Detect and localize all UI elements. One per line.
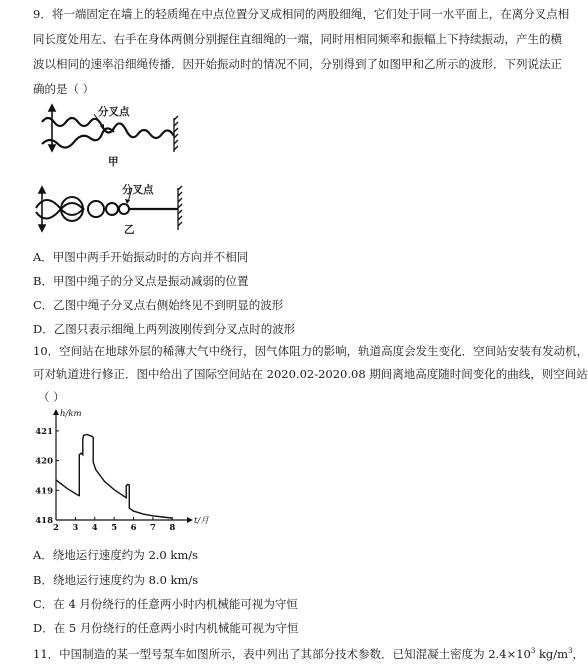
q11-exponent: 3 (530, 647, 536, 656)
q9-line-2: 同长度处用左、右手在身体两侧分别握住直细绳的一端，同时用相同频率和振幅上下持续振动，产生的横 (33, 32, 562, 46)
q9-option-c: C．乙图中绳子分叉点右侧始终见不到明显的波形 (33, 298, 284, 312)
y-tick-label: 419 (35, 486, 53, 497)
hand-arrow-icon (39, 187, 45, 231)
q11-unit: kg/m (535, 647, 569, 661)
q10-option-d: D．在 5 月份绕行的任意两小时内机械能可视为守恒 (33, 621, 299, 635)
fig-yi-caption: 乙 (124, 224, 135, 236)
q10-line-1: 10．空间站在地球外层的稀薄大气中绕行，因气体阻力的影响，轨道高度会发生变化．空间站安装有发动机， (33, 344, 588, 358)
q9-line-4: 确的是（ ） (33, 82, 95, 96)
wall (178, 186, 182, 230)
q11-line-1 (33, 646, 584, 662)
x-tick-label: 3 (72, 523, 79, 533)
fig-yi-point-label: 分叉点 (122, 184, 154, 196)
q9-option-a: A．甲图中两手开始振动时的方向并不相同 (33, 250, 249, 264)
figure-jia (38, 104, 178, 172)
y-tick-label: 418 (35, 516, 53, 526)
x-tick-label: 5 (111, 523, 118, 533)
y-tick-label: 420 (35, 456, 53, 467)
q10-option-c: C．在 4 月份绕行的任意两小时内机械能可视为守恒 (33, 597, 298, 611)
rope-loops (36, 197, 129, 221)
altitude-chart (28, 409, 209, 536)
x-axis-arrow-icon (187, 517, 193, 523)
y-axis-arrow-icon (53, 409, 59, 415)
altitude-chart-svg (28, 409, 209, 536)
q9-line-1: 9．将一端固定在墙上的轻质绳在中点位置分叉成相同的两股细绳，它们处于同一水平面上，在离分叉点相 (33, 7, 570, 21)
x-tick-label: 8 (169, 523, 176, 533)
figure-yi (32, 178, 182, 242)
x-tick-label: 4 (91, 523, 98, 533)
altitude-series-line (56, 435, 172, 519)
x-tick-label: 6 (130, 523, 137, 533)
q10-option-b: B．绕地运行速度约为 8.0 km/s (33, 573, 199, 587)
fig-jia-caption: 甲 (108, 156, 119, 168)
y-axis-label: h/km (60, 409, 82, 419)
hand-arrow-icon (49, 105, 55, 151)
q9-option-d: D．乙图只表示细绳上两列波刚传到分叉点时的波形 (33, 322, 296, 336)
q9-line-3: 波以相同的速率沿细绳传播．因开始振动时的情况不同，分别得到了如图甲和乙所示的波形．下列说法正 (33, 57, 562, 71)
q10-line-2: 可对轨道进行修正．图中给出了国际空间站在 2020.02-2020.08 期间离地高度随时间变化的曲线，则空间站 (33, 367, 588, 381)
q11-text: 11．中国制造的某一型号泵车如图所示，表中列出了其部分技术参数．已知混凝土密度为 2.4×10 (33, 647, 531, 661)
q9-option-b: B．甲图中绳子的分叉点是振动减弱的位置 (33, 274, 249, 288)
q11-unit-exponent: 3 (568, 647, 573, 656)
q11-tail: ， (572, 647, 585, 661)
fig-jia-point-label: 分叉点 (98, 106, 130, 118)
q10-line-3: （ ） (38, 390, 65, 404)
y-tick-label: 421 (35, 426, 53, 437)
x-tick-label: 7 (149, 523, 156, 533)
q10-option-a: A．绕地运行速度约为 2.0 km/s (33, 548, 199, 562)
x-tick-label: 2 (53, 523, 59, 533)
wall (174, 116, 178, 152)
x-axis-label: t/月 (194, 516, 209, 526)
